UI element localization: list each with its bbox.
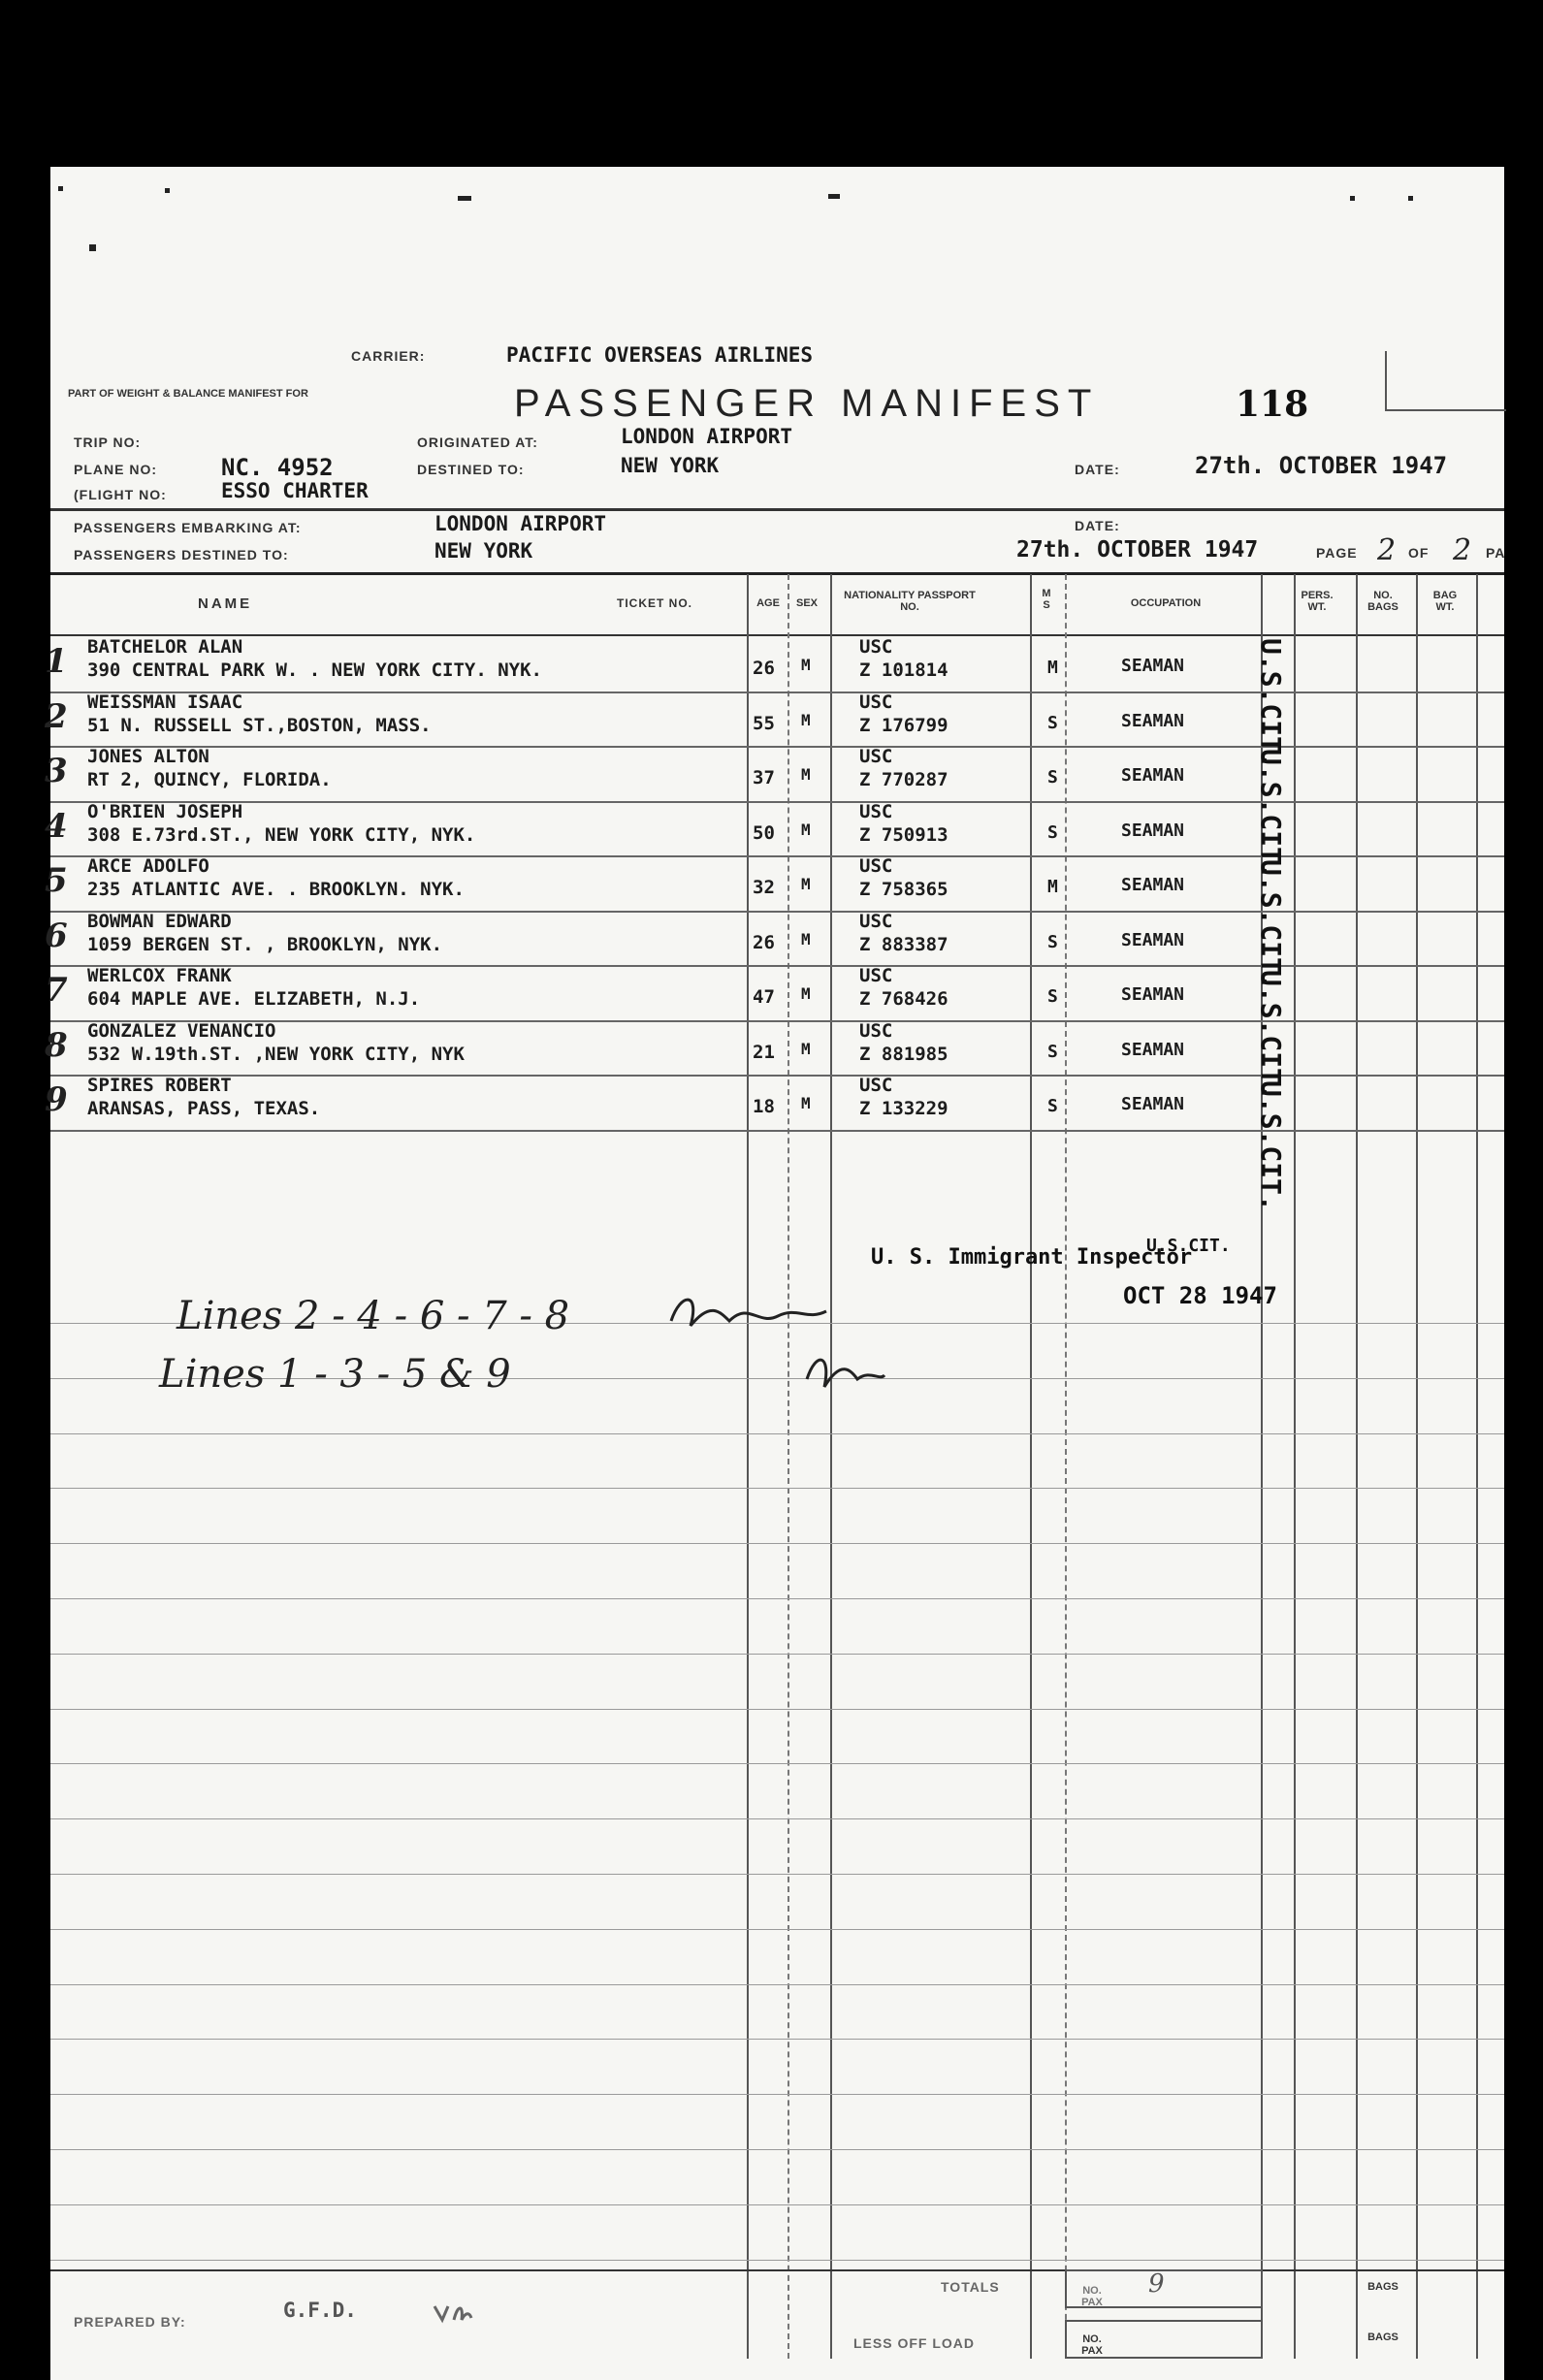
speck (1350, 196, 1355, 201)
passenger-age: 37 (753, 767, 775, 788)
col-line (747, 574, 749, 2359)
page-title: PASSENGER MANIFEST (514, 382, 1100, 425)
col-line (1356, 574, 1358, 2359)
passenger-marital: S (1047, 767, 1058, 788)
row-number: 7 (45, 971, 68, 1010)
ruled-line (50, 1709, 1504, 1710)
originated-value: LONDON AIRPORT (621, 425, 793, 448)
passenger-nationality: USC (859, 636, 893, 658)
passenger-nationality: USC (859, 910, 893, 932)
citizen-stamp: U.S.CIT. (1255, 1080, 1287, 1211)
ruled-line (50, 1818, 1504, 1819)
citizen-stamp: U.S.CIT. (1255, 749, 1287, 880)
pa-label: PA (1486, 545, 1506, 561)
passenger-age: 18 (753, 1096, 775, 1117)
passenger-address: RT 2, QUINCY, FLORIDA. (87, 769, 332, 790)
passenger-sex: M (801, 929, 811, 949)
dest-value: NEW YORK (434, 539, 533, 563)
ruled-line (50, 1488, 1504, 1489)
col-nationality: NATIONALITY PASSPORT NO. (844, 590, 976, 613)
passenger-address: 235 ATLANTIC AVE. . BROOKLYN. NYK. (87, 879, 465, 900)
passenger-age: 32 (753, 877, 775, 898)
passenger-occupation: SEAMAN (1121, 929, 1185, 950)
passenger-occupation: SEAMAN (1121, 656, 1185, 676)
row-number: 2 (45, 696, 68, 736)
corner-box (1385, 351, 1506, 411)
col-ticket: TICKET NO. (617, 596, 692, 610)
passenger-marital: S (1047, 821, 1058, 843)
ruled-line (50, 1543, 1504, 1544)
row-number: 6 (45, 916, 68, 955)
speck (89, 244, 96, 251)
passenger-address: 308 E.73rd.ST., NEW YORK CITY, NYK. (87, 823, 476, 846)
passenger-name: ARCE ADOLFO (87, 855, 209, 877)
passenger-nationality: USC (859, 746, 893, 767)
passenger-name: SPIRES ROBERT (87, 1075, 232, 1096)
ruled-line (50, 2260, 1504, 2261)
speck (165, 188, 170, 193)
passenger-address: ARANSAS, PASS, TEXAS. (87, 1098, 321, 1119)
passenger-age: 55 (753, 712, 775, 734)
passenger-occupation: SEAMAN (1121, 710, 1185, 731)
passenger-sex: M (801, 710, 811, 729)
ruled-line (50, 2204, 1504, 2205)
table-top (50, 572, 1504, 575)
carrier-value: PACIFIC OVERSEAS AIRLINES (506, 343, 814, 367)
passenger-name: BOWMAN EDWARD (87, 910, 232, 932)
passenger-passport: Z 770287 (859, 769, 948, 790)
date2-label: DATE: (1075, 518, 1120, 533)
passenger-marital: S (1047, 1041, 1058, 1062)
col-line (1030, 574, 1032, 2359)
passenger-nationality: USC (859, 855, 893, 877)
passenger-sex: M (801, 984, 811, 1003)
no-pax-value: 9 (1148, 2269, 1165, 2299)
date-value: 27th. OCTOBER 1947 (1195, 452, 1448, 479)
passenger-marital: M (1047, 877, 1058, 897)
table-header-bottom (50, 634, 1504, 636)
passenger-passport: Z 758365 (859, 879, 948, 900)
passenger-address: 390 CENTRAL PARK W. . NEW YORK CITY. NYK. (87, 659, 542, 681)
passenger-nationality: USC (859, 1019, 893, 1042)
trip-label: TRIP NO: (74, 434, 142, 450)
inspector-signatures (652, 1282, 884, 1408)
ruled-line (50, 2094, 1504, 2095)
embarking-value: LONDON AIRPORT (434, 512, 607, 535)
col-line (830, 574, 832, 2359)
plane-value: NC. 4952 (221, 454, 334, 481)
passenger-sex: M (801, 1094, 811, 1112)
originated-label: ORIGINATED AT: (417, 434, 538, 450)
passenger-occupation: SEAMAN (1121, 984, 1185, 1005)
col-ms: M S (1042, 588, 1051, 611)
passenger-occupation: SEAMAN (1121, 1039, 1185, 1060)
passenger-sex: M (801, 656, 811, 674)
col-line (788, 574, 789, 2359)
handwritten-lines-2: Lines 1 - 3 - 5 & 9 (159, 1352, 511, 1397)
part-of-label: PART OF WEIGHT & BALANCE MANIFEST FOR (68, 388, 308, 400)
prepared-label: PREPARED BY: (74, 2314, 186, 2330)
passenger-sex: M (801, 875, 811, 893)
destined-value: NEW YORK (621, 454, 720, 477)
col-line (1294, 574, 1296, 2359)
of-label: OF (1408, 545, 1430, 561)
passenger-sex: M (801, 820, 811, 839)
of-value: 2 (1453, 533, 1472, 567)
row-number: 9 (45, 1080, 68, 1119)
passenger-passport: Z 883387 (859, 933, 948, 955)
col-line (1416, 574, 1418, 2359)
totals-label: TOTALS (941, 2279, 1000, 2295)
ruled-line (50, 1874, 1504, 1875)
ruled-line (50, 1929, 1504, 1930)
speck (1408, 196, 1413, 201)
dest-label: PASSENGERS DESTINED TO: (74, 547, 289, 563)
passenger-occupation: SEAMAN (1121, 1094, 1185, 1114)
passenger-age: 50 (753, 821, 775, 844)
row9-stamp: U.S.CIT. (1146, 1236, 1231, 1256)
row-number: 4 (45, 806, 68, 846)
passenger-age: 26 (753, 931, 775, 953)
carrier-label: CARRIER: (351, 348, 426, 364)
speck (828, 194, 840, 199)
passenger-age: 21 (753, 1041, 775, 1063)
passenger-sex: M (801, 1039, 811, 1058)
passenger-name: JONES ALTON (87, 746, 209, 767)
ruled-line (50, 1763, 1504, 1764)
destined-label: DESTINED TO: (417, 462, 525, 477)
doc-number: 118 (1236, 384, 1309, 425)
col-age: AGE (756, 597, 780, 609)
passenger-marital: S (1047, 931, 1058, 952)
col-sex: SEX (795, 597, 818, 609)
passenger-nationality: USC (859, 1075, 893, 1096)
passenger-name: WEISSMAN ISAAC (87, 691, 243, 713)
passenger-occupation: SEAMAN (1121, 765, 1185, 786)
ruled-line (50, 1598, 1504, 1599)
row-number: 3 (45, 752, 68, 790)
inspector-stamp: U. S. Immigrant Inspector (871, 1245, 1193, 1270)
passenger-address: 51 N. RUSSELL ST.,BOSTON, MASS. (87, 714, 432, 736)
citizen-stamp: U.S.CIT. (1255, 970, 1287, 1101)
manifest-sheet (45, 167, 1506, 2380)
footer-divider (50, 2269, 1504, 2271)
row-number: 5 (45, 861, 68, 900)
passenger-address: 1059 BERGEN ST. , BROOKLYN, NYK. (87, 933, 443, 955)
handwritten-lines-1: Lines 2 - 4 - 6 - 7 - 8 (177, 1294, 570, 1338)
embarking-label: PASSENGERS EMBARKING AT: (74, 520, 302, 535)
passenger-passport: Z 101814 (859, 659, 948, 681)
row-number: 1 (45, 642, 68, 681)
passenger-address: 604 MAPLE AVE. ELIZABETH, N.J. (87, 988, 421, 1010)
speck (58, 186, 63, 191)
stamp-date: OCT 28 1947 (1123, 1282, 1277, 1309)
page-label: PAGE (1316, 545, 1358, 561)
less-off-load-label: LESS OFF LOAD (853, 2335, 975, 2351)
passenger-passport: Z 133229 (859, 1098, 948, 1119)
header-divider (50, 508, 1504, 511)
passenger-marital: S (1047, 712, 1058, 733)
col-name: NAME (198, 595, 253, 612)
no-pax-label-2: NO. PAX (1081, 2333, 1103, 2357)
passenger-marital: S (1047, 1096, 1058, 1116)
ruled-line (50, 2149, 1504, 2150)
no-pax-label: NO. PAX (1081, 2285, 1103, 2308)
col-occupation: OCCUPATION (1130, 597, 1202, 609)
date2-value: 27th. OCTOBER 1947 (1016, 537, 1259, 563)
ruled-line (50, 1654, 1504, 1655)
flight-value: ESSO CHARTER (221, 479, 369, 502)
passenger-nationality: USC (859, 691, 893, 713)
prepared-value: G.F.D. (283, 2299, 357, 2322)
passenger-passport: Z 881985 (859, 1043, 948, 1065)
passenger-passport: Z 768426 (859, 988, 948, 1010)
passenger-name: BATCHELOR ALAN (87, 636, 243, 658)
bags-label-2: BAGS (1367, 2332, 1398, 2343)
plane-label: PLANE NO: (74, 462, 157, 477)
col-no-bags: NO. BAGS (1367, 590, 1398, 613)
prepared-initials (431, 2299, 473, 2326)
citizen-stamp: U.S.CIT. (1255, 859, 1287, 990)
passenger-marital: S (1047, 986, 1058, 1007)
passenger-name: WERLCOX FRANK (87, 965, 232, 986)
ruled-line (50, 1984, 1504, 1985)
passenger-occupation: SEAMAN (1121, 820, 1185, 841)
passenger-age: 47 (753, 986, 775, 1008)
passenger-passport: Z 176799 (859, 714, 948, 736)
citizen-stamp: U.S.CIT. (1255, 638, 1287, 769)
col-line (1476, 574, 1478, 2359)
speck (458, 196, 471, 201)
row-number: 8 (45, 1025, 68, 1065)
page-value: 2 (1377, 533, 1397, 567)
passenger-name: GONZALEZ VENANCIO (87, 1019, 276, 1042)
passenger-age: 26 (753, 658, 775, 679)
bags-label: BAGS (1367, 2281, 1398, 2293)
flight-label: (FLIGHT NO: (74, 487, 167, 502)
passenger-occupation: SEAMAN (1121, 875, 1185, 895)
passenger-name: O'BRIEN JOSEPH (87, 800, 243, 822)
col-bag-wt: BAG WT. (1432, 590, 1458, 613)
passenger-passport: Z 750913 (859, 823, 948, 846)
col-pers-wt: PERS. WT. (1301, 590, 1334, 613)
passenger-address: 532 W.19th.ST. ,NEW YORK CITY, NYK (87, 1043, 465, 1065)
passenger-sex: M (801, 765, 811, 784)
ruled-line (50, 1433, 1504, 1434)
passenger-nationality: USC (859, 800, 893, 822)
passenger-marital: M (1047, 658, 1058, 678)
passenger-nationality: USC (859, 965, 893, 986)
date-label: DATE: (1075, 462, 1120, 477)
ruled-line (50, 2039, 1504, 2040)
col-line (1065, 574, 1067, 2359)
